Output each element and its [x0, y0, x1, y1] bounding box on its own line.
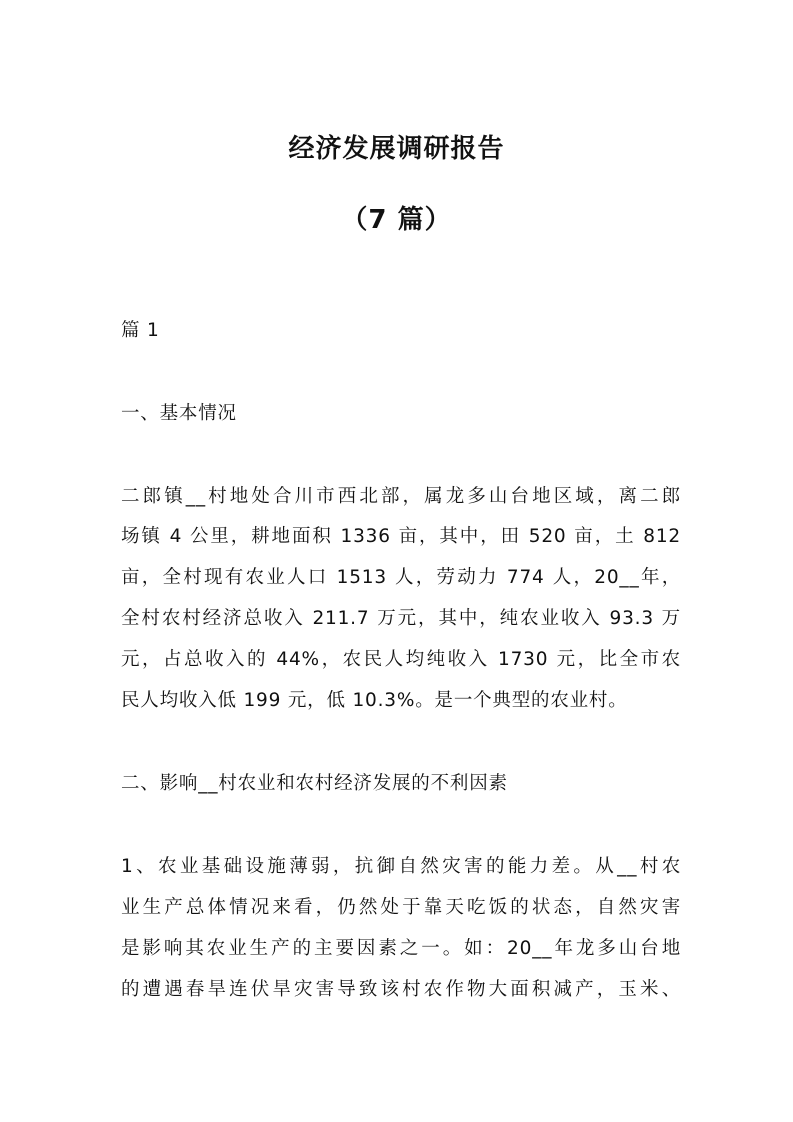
document-subtitle: （7 篇） [341, 205, 452, 235]
paragraph-line: 业生产总体情况来看，仍然处于靠天吃饭的状态，自然灾害 [121, 897, 681, 918]
paragraph-line: 二郎镇__村地处合川市西北部，属龙多山台地区域，离二郎 [121, 486, 681, 507]
heading-unfavorable-factors: 二、影响__村农业和农村经济发展的不利因素 [121, 773, 508, 794]
section-label: 篇 1 [121, 320, 160, 341]
paragraph-line: 元，占总收入的 44%，农民人均纯收入 1730 元，比全市农 [121, 649, 681, 670]
heading-basic-situation: 一、基本情况 [121, 403, 237, 424]
paragraph-line: 民人均收入低 199 元，低 10.3%。是一个典型的农业村。 [121, 690, 628, 711]
paragraph-line: 亩，全村现有农业人口 1513 人，劳动力 774 人，20__年， [121, 567, 681, 588]
paragraph-line: 是影响其农业生产的主要因素之一。如：20__年龙多山台地 [121, 938, 681, 959]
document-title: 经济发展调研报告 [288, 134, 505, 164]
paragraph-line: 全村农村经济总收入 211.7 万元，其中，纯农业收入 93.3 万 [121, 608, 681, 629]
paragraph-line: 1、农业基础设施薄弱，抗御自然灾害的能力差。从__村农 [121, 856, 681, 877]
paragraph-line: 场镇 4 公里，耕地面积 1336 亩，其中，田 520 亩，土 812 [121, 526, 681, 547]
paragraph-line: 的遭遇春旱连伏旱灾害导致该村农作物大面积减产，玉米、 [121, 979, 681, 1000]
